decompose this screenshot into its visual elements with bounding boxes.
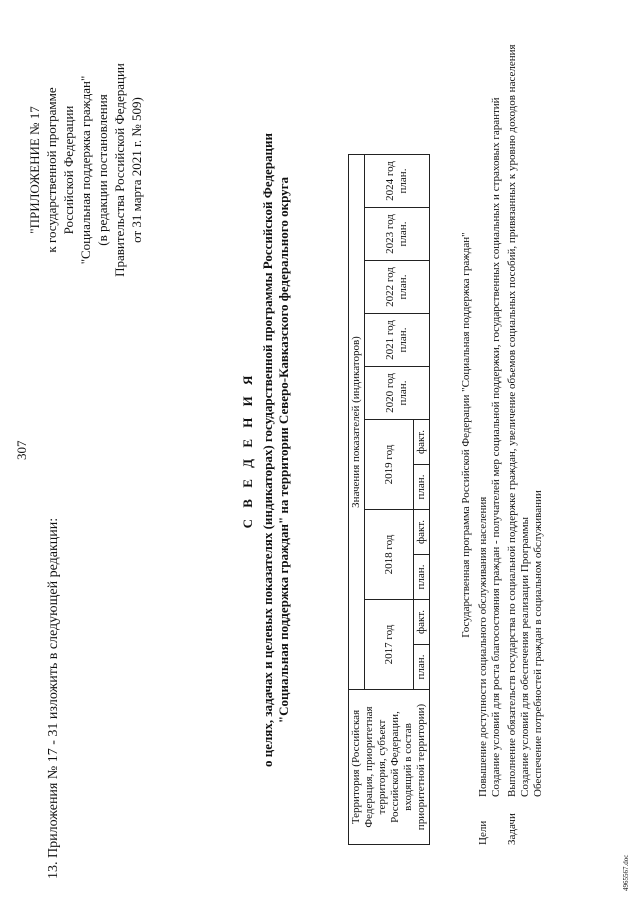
indicators-table (348, 154, 430, 845)
task-item: Выполнение обязательств государства по социальной поддержке граждан, увеличение объемов социальных пособий, привязанных к уровню доходов населения (506, 44, 518, 797)
intro-text: 13. Приложения № 17 - 31 изложить в следующей редакции: (46, 517, 61, 879)
task-item: Обеспечение потребностей граждан в социальном обслуживании (532, 490, 544, 797)
fact-col-2019: факт. (414, 420, 430, 465)
heading-line-2: "Социальная поддержка граждан" на территории Северо-Кавказского федерального округа (276, 176, 291, 724)
appendix-line: (в редакции постановления (95, 94, 110, 246)
fact-col-2017: факт. (414, 600, 430, 645)
heading-line-1: о целях, задачах и целевых показателях (индикаторах) государственной программы Российской Федерации (260, 132, 275, 768)
year-header-2018: 2018 год (365, 510, 414, 600)
appendix-block (26, 20, 145, 320)
appendix-line: от 31 марта 2021 г. № 509) (129, 97, 144, 243)
appendix-line: "ПРИЛОЖЕНИЕ № 17 (27, 106, 42, 234)
appendix-line: Российской Федерации (61, 105, 76, 235)
plan-col-2019: план. (414, 465, 430, 510)
heading-title: С В Е Д Е Н И Я (240, 371, 255, 529)
appendix-line: к государственной программе (44, 87, 59, 253)
page-number: 307 (14, 440, 29, 460)
fact-col-2018: факт. (414, 510, 430, 555)
goals-tasks-block (460, 25, 548, 845)
plan-col-2017: план. (414, 645, 430, 690)
goals-section (477, 25, 503, 845)
document-heading (240, 75, 292, 825)
program-line: Государственная программа Российской Федерации "Социальная поддержка граждан" (460, 232, 472, 638)
goal-item: Создание условий для роста благосостояния граждан - получателей мер социальной поддержки, государственных социальных и страховых гарантий (490, 97, 502, 797)
task-item: Создание условий для обеспечения реализации Программы (519, 517, 531, 797)
tasks-section (506, 25, 545, 845)
year-header-2024: 2024 год план. (365, 155, 430, 208)
year-header-2022: 2022 год план. (365, 261, 430, 314)
year-header-2019: 2019 год (365, 420, 414, 510)
values-header: Значения показателей (индикаторов) (349, 155, 365, 690)
appendix-line: Правительства Российской Федерации (112, 63, 127, 277)
goals-label: Цели (477, 820, 489, 845)
year-header-2017: 2017 год (365, 600, 414, 690)
year-header-2020: 2020 год план. (365, 367, 430, 420)
tasks-label: Задачи (506, 813, 518, 845)
year-header-2021: 2021 год план. (365, 314, 430, 367)
territory-header: Территория (Российская Федерация, приоритетная территория, субъект Российской Федерации, входящий в состав приоритетной территории) (349, 690, 430, 845)
year-header-2023: 2023 год план. (365, 208, 430, 261)
document-id: 4965567.doc (622, 854, 630, 891)
appendix-line: "Социальная поддержка граждан" (78, 75, 93, 265)
plan-col-2018: план. (414, 555, 430, 600)
goal-item: Повышение доступности социального обслуживания населения (477, 496, 489, 797)
